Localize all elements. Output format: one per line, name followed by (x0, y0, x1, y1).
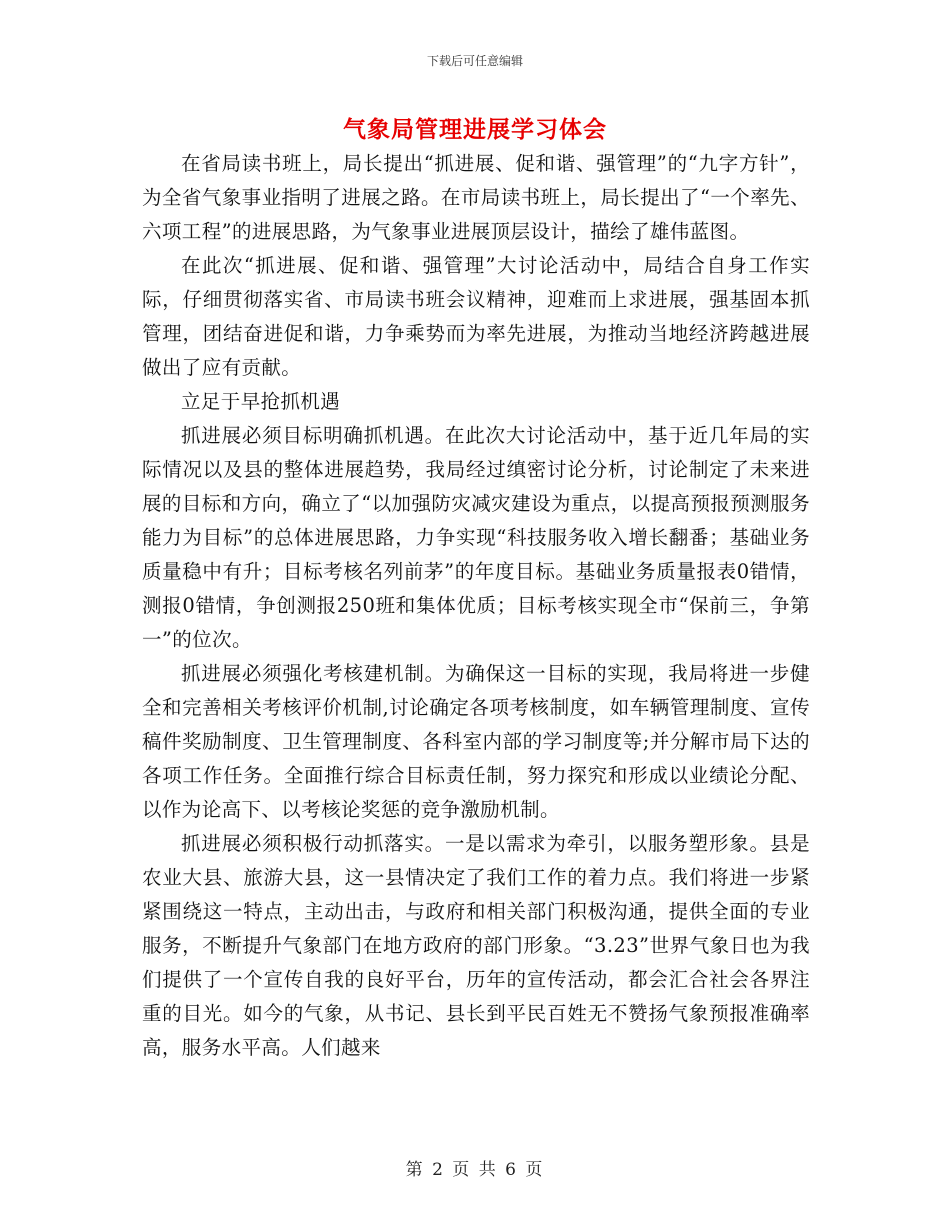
paragraph-1: 在省局读书班上，局长提出“抓进展、促和谐、强管理”的“九字方针”，为全省气象事业指明了进展之路。在市局读书班上，局长提出了“一个率先、六项工程”的进展思路，为气象事业进展顶层设计，描绘了雄伟蓝图。 (142, 152, 810, 243)
page-header: 下载后可任意编辑 (426, 54, 523, 68)
paragraph-4: 抓进展必须强化考核建机制。为确保这一目标的实现，我局将进一步健全和完善相关考核评价机制,讨论确定各项考核制度，如车辆管理制度、宣传稿件奖励制度、卫生管理制度、各科室内部的学习制度等;并分解市局下达的各项工作任务。全面推行综合目标责任制，努力探究和形成以业绩论分配、以作为论高下、以考核论奖惩的竞争激励机制。 (142, 662, 810, 821)
paragraph-3: 抓进展必须目标明确抓机遇。在此次大讨论活动中，基于近几年局的实际情况以及县的整体进展趋势，我局经过缜密讨论分析，讨论制定了未来进展的目标和方向，确立了“以加强防灾减灾建设为重点，以提高预报预测服务能力为目标”的总体进展思路，力争实现“科技服务收入增长翻番；基础业务质量稳中有升；目标考核名列前茅”的年度目标。基础业务质量报表0错情，测报0错情，争创测报250班和集体优质；目标考核实现全市“保前三，争第一”的位次。 (142, 424, 810, 651)
document-title: 气象局管理进展学习体会 (343, 116, 607, 143)
paragraph-5: 抓进展必须积极行动抓落实。一是以需求为牵引，以服务塑形象。县是农业大县、旅游大县，这一县情决定了我们工作的着力点。我们将进一步紧紧围绕这一特点，主动出击，与政府和相关部门积极沟通，提供全面的专业服务，不断提升气象部门在地方政府的部门形象。“3.23”世界气象日也为我们提供了一个宣传自我的良好平台，历年的宣传活动，都会汇合社会各界注重的目光。如今的气象，从书记、县长到平民百姓无不赞扬气象预报准确率高，服务水平高。人们越来 (142, 832, 810, 1059)
section-heading: 立足于早抢抓机遇 (181, 390, 341, 413)
paragraph-2: 在此次“抓进展、促和谐、强管理”大讨论活动中，局结合自身工作实际，仔细贯彻落实省、市局读书班会议精神，迎难而上求进展，强基固本抓管理，团结奋进促和谐，力争乘势而为率先进展，为推动当地经济跨越进展做出了应有贡献。 (142, 254, 810, 379)
document-body (142, 147, 810, 1065)
page-number-footer: 第 2 页 共 6 页 (405, 1160, 545, 1180)
